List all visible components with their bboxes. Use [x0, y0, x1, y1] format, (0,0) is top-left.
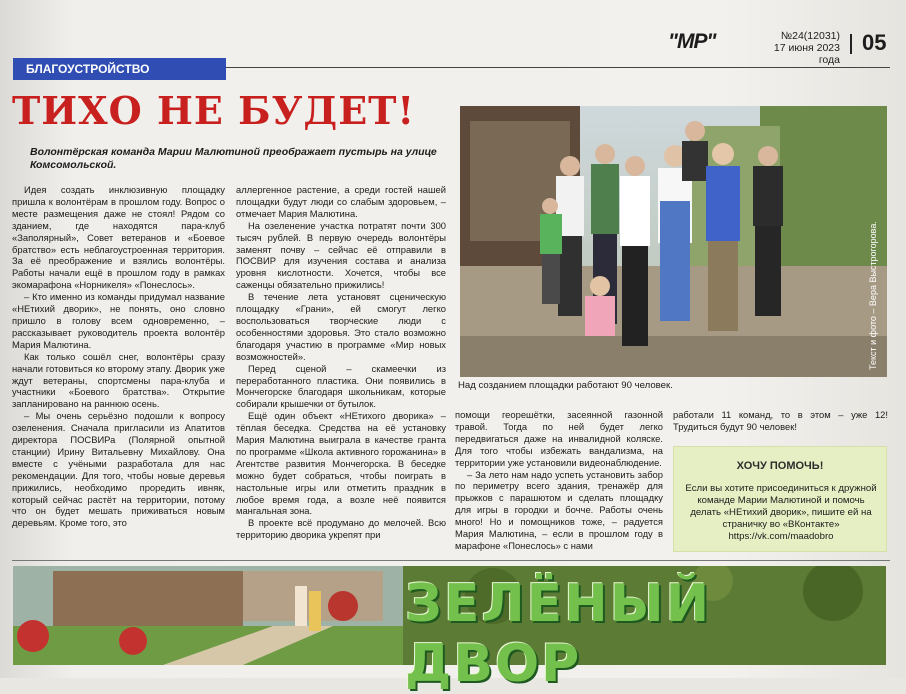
paragraph: В проекте всё продумано до мелочей. Всю территорию дворика укрепят при — [236, 517, 446, 541]
section-separator — [12, 560, 890, 561]
article-lead: Волонтёрская команда Марии Малютиной преображает пустырь на улице Комсомольской. — [30, 146, 437, 171]
section-rubric: БЛАГОУСТРОЙСТВО — [13, 58, 226, 80]
rubric-rule — [226, 67, 890, 68]
paragraph: В течение лета установят сценическую площадку «Грани», ей смогут легко воспользоваться творческие люди с особенностями здоровья. Это стало возможно благодаря участию в программе «Мир новых возможностей». — [236, 291, 446, 362]
paragraph: – За лето нам надо успеть установить забор по периметру всего здания, тренажёр для прыжков с парашютом и сделать площадку для игры в городки и бочче. Работы очень много! Но и помощников тоже, – радуется Мария Малютина, – если в прошлом году в марафоне «Понеслось» с нами — [455, 468, 663, 551]
paragraph: На озеленение участка потратят почти 300 тысяч рублей. В первую очередь волонтёры заменят почву – сейчас её отправили в ПОСВИР для изучения состава и анализа уровня кислотности. Хочется, чтобы все саженцы обязательно прижились! — [236, 219, 446, 291]
issue-number: №24(12031) — [780, 30, 840, 42]
article-headline: ТИХО НЕ БУДЕТ! — [12, 88, 416, 133]
photo-credit: Текст и фото – Вера Выстрогорова. — [868, 221, 878, 370]
paragraph: Перед сценой – скамеечки из переработанного пластика. Они появились в Мончегорске благодаря школьникам, которые собирали крышечки от бутылок. — [236, 362, 446, 410]
volunteers-photo-illustration — [460, 106, 887, 377]
paragraph: Идея создать инклюзивную площадку пришла к волонтёрам в прошлом году. Вопрос о месте размещения даже не стоял! Рядом со зданием, где находятся пара-клуб «Заполярный», Совет ветеранов и «Боевое братство» есть неблагоустроенная территория. За её преображение и взялись волонтёры. Работы начали ещё в прошлом году в рамках экомарафона «Норникеля» «Понеслось». — [12, 184, 225, 291]
issue-date: 17 июня 2023 года — [773, 42, 840, 66]
paragraph: – Кто именно из команды придумал название «НЕтихий дворик», не понять, оно словно пришло в голову всем одновременно, – рассказывает руководитель проекта волонтёр Мария Малютина. — [12, 291, 225, 350]
newspaper-logo: "МР" — [668, 30, 716, 53]
help-box-text: Если вы хотите присоединиться к дружной команде Марии Малютиной и помочь делать «НЕтихий дворик», пишите ей на страничку во «ВКонтакте» https://vk.com/maadobro — [685, 483, 877, 542]
paragraph: аллергенное растение, а среди гостей нашей площадки будут люди со слабым здоровьем, – отмечает Мария Малютина. — [236, 184, 446, 219]
issue-info — [758, 30, 840, 66]
group-photo — [460, 106, 887, 377]
text-column-2 — [236, 184, 446, 541]
paragraph: работали 11 команд, то в этом – уже 12! Трудиться будут 90 человек! — [673, 409, 888, 432]
header-divider — [850, 34, 852, 54]
paragraph: Как только сошёл снег, волонтёры сразу начали готовиться ко второму этапу. Дворик уже ждут ветераны, спортсмены пара-клуба и участники «Боевого братства». Открытие запланировано на раннюю осень. — [12, 350, 225, 410]
help-box-title: ХОЧУ ПОМОЧЬ! — [736, 460, 824, 472]
text-column-1 — [12, 184, 225, 529]
photo-caption: Над созданием площадки работают 90 человек. — [458, 380, 673, 391]
text-column-4 — [673, 409, 888, 433]
text-column-3 — [455, 409, 663, 552]
paragraph: – Мы очень серьёзно подошли к вопросу озеленения. Сначала пригласили из Апатитов директора ПОСВИРа (Полярной опытной станции) Ирину Витальевну Михайлову. Она вместе с учёными разработала для нас рекомендации. Для того, чтобы новые деревья прижились, необходимо проредить ивняк, который сейчас растёт на территории, потому что он будет мешать приживаться новым деревьям. Кроме того, это — [12, 410, 225, 529]
paragraph: Ещё один объект «НЕтихого дворика» – тёплая беседка. Средства на её установку Мария Малютина выиграла в качестве гранта по программе «Школа активного горожанина» в Агентстве развития Мончегорска. В беседке можно будет собраться, чтобы поиграть в настольные игры или отметить праздник в любое время года, а возле неё появится мангальная зона. — [236, 410, 446, 517]
help-box — [673, 446, 887, 552]
page-number: 05 — [862, 30, 887, 55]
paragraph: помощи георешётки, засеянной газонной травой. Тогда по ней будет легко передвигаться даже на инвалидной коляске. Для того чтобы избежать вандализма, на территории уже установили видеонаблюдение. — [455, 409, 663, 468]
banner-title: ЗЕЛЁНЫЙ ДВОР — [405, 574, 712, 694]
